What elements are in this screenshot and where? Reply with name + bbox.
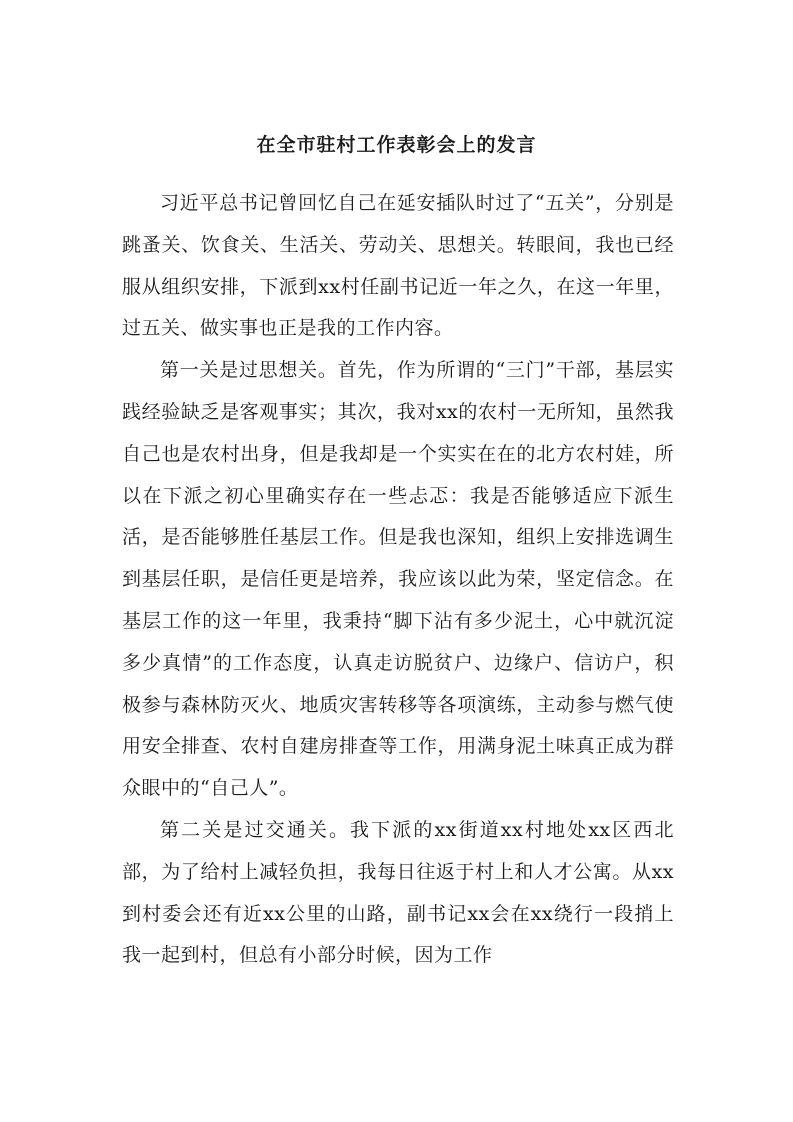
document-title: 在全市驻村工作表彰会上的发言: [256, 134, 537, 156]
document-body: [122, 183, 674, 977]
paragraph-second-pass: 第二关是过交通关。我下派的xx街道xx村地处xx区西北部，为了给村上减轻负担，我每日往返于村上和人才公寓。从xx到村委会还有近xx公里的山路，副书记xx会在xx绕行一段捎上我一起到村，但总有小部分时候，因为工作: [122, 818, 674, 967]
paragraph-intro: 习近平总书记曾回忆自己在延安插队时过了“五关”，分别是跳蚤关、饮食关、生活关、劳动关、思想关。转眼间，我也已经服从组织安排，下派到xx村任副书记近一年之久，在这一年里，过五关、做实事也正是我的工作内容。: [122, 192, 674, 340]
paragraph-first-pass: 第一关是过思想关。首先，作为所谓的“三门”干部，基层实践经验缺乏是客观事实；其次，我对xx的农村一无所知，虽然我自己也是农村出身，但是我却是一个实实在在的北方农村娃，所以在下派之初心里确实存在一些忐忑：我是否能够适应下派生活，是否能够胜任基层工作。但是我也深知，组织上安排选调生到基层任职，是信任更是培养，我应该以此为荣，坚定信念。在基层工作的这一年里，我秉持“脚下沾有多少泥土，心中就沉淀多少真情”的工作态度，认真走访脱贫户、边缘户、信访户，积极参与森林防灭火、地质灾害转移等各项演练，主动参与燃气使用安全排查、农村自建房排查等工作，用满身泥土味真正成为群众眼中的“自己人”。: [122, 359, 674, 800]
